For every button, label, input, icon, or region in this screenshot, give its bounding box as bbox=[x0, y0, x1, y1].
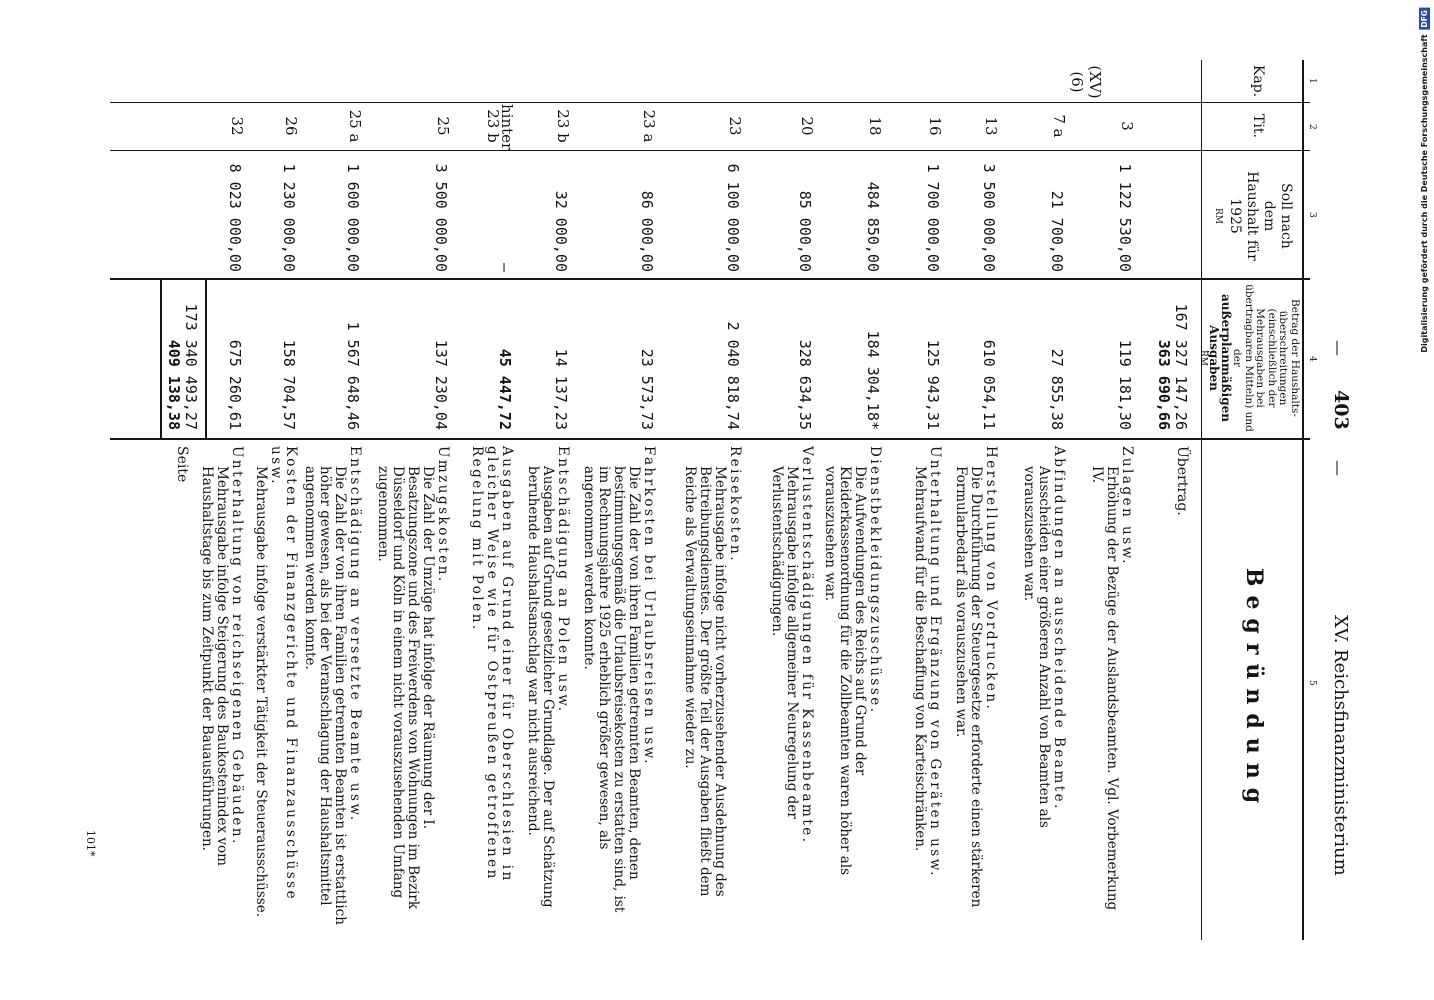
row-titel: 25 a bbox=[346, 109, 364, 143]
row-soll: 1 122 530,00 bbox=[1116, 163, 1134, 272]
row-titel: 23 b bbox=[554, 109, 572, 143]
col-header-soll-text: Soll nach dem Haushalt für 1925 bbox=[1227, 171, 1294, 261]
row-betrag: 1 567 648,46 bbox=[344, 321, 362, 430]
uebertrag-amount-2: 363 690,66 bbox=[1155, 339, 1173, 430]
row-betrag: 328 634,35 bbox=[796, 339, 814, 430]
row-titel: 32 bbox=[228, 116, 246, 136]
row-text: Ausscheiden einer größeren Anzahl von Beamten als vorauszusehen war. bbox=[1021, 466, 1052, 828]
row-soll: 86 000,00 bbox=[638, 190, 656, 272]
row-titel: 26 bbox=[282, 116, 300, 136]
row-betrag: 184 304,18* bbox=[864, 330, 882, 430]
col-divider-2 bbox=[110, 150, 1310, 151]
dfg-credit bbox=[1419, 8, 1430, 353]
col-header-kap: Kap. bbox=[1250, 64, 1266, 98]
row-heading: Verlustentschädigungen für Kassenbeamte. bbox=[799, 446, 815, 845]
uebertrag-label: Übertrag. bbox=[1174, 446, 1190, 516]
row-text: Die Durchführung der Steuergesetze erforderte einen stärkeren Formularbedarf als vorauszusehen war. bbox=[953, 466, 984, 908]
row-titel: 13 bbox=[982, 116, 1000, 136]
row-begruendung bbox=[822, 446, 882, 931]
uebertrag-amounts bbox=[1150, 280, 1190, 430]
col-header-tit: Tit. bbox=[1250, 114, 1266, 138]
col-header-betrag-unit: RM bbox=[1198, 350, 1208, 366]
col-header-soll-unit: RM bbox=[1213, 208, 1223, 224]
seite-amount-1: 173 340 493,27 bbox=[182, 303, 200, 430]
seite-amounts bbox=[160, 280, 200, 430]
row-begruendung bbox=[375, 446, 450, 931]
row-soll: 21 700,00 bbox=[1048, 190, 1066, 272]
row-begruendung bbox=[253, 446, 298, 931]
seite-bottom-rule bbox=[160, 280, 162, 438]
row-begruendung bbox=[199, 446, 244, 931]
row-betrag: 2 040 818,74 bbox=[724, 321, 742, 430]
row-soll: 6 100 000,00 bbox=[724, 163, 742, 272]
scanned-page bbox=[72, 40, 1362, 960]
col-header-begruendung: Begründung bbox=[1241, 567, 1267, 813]
dfg-logo: DFG bbox=[1420, 10, 1429, 28]
row-titel: 23 a bbox=[640, 109, 658, 143]
row-betrag: 137 230,04 bbox=[432, 339, 450, 430]
col-header-betrag-line2: (einschließlich der Mehrausgaben bei übertragbaren Mitteln) und der bbox=[1231, 284, 1278, 432]
col-number-5: 5 bbox=[1307, 680, 1317, 686]
row-text: Mehrausgabe infolge Steigerung des Baukostenindex vom Haushaltstage bis zum Zeitpunkt der Bauausführungen. bbox=[199, 466, 230, 866]
row-text: Mehrausgabe infolge allgemeiner Neuregelung der Verlustentschädigungen. bbox=[769, 466, 800, 819]
col-header-betrag-line1: Betrag der Haushalts-überschreitungen bbox=[1277, 299, 1301, 417]
row-text: Erhöhung der Bezüge der Auslandsbeamten. Vgl. Vorbemerkung IV. bbox=[1089, 466, 1120, 911]
row-begruendung bbox=[469, 446, 514, 931]
row-soll: 1 600 000,00 bbox=[344, 163, 362, 272]
header-dash-left: — bbox=[1329, 340, 1348, 356]
col-number-4: 4 bbox=[1307, 356, 1317, 362]
row-heading: Entschädigung an versetzte Beamte usw. bbox=[347, 446, 363, 823]
row-text: Ausgaben auf Grund gesetzlicher Grundlage. Der auf Schätzung beruhende Haushaltsanschlag war nicht ausreichend. bbox=[525, 466, 556, 908]
col-header-betrag bbox=[1197, 284, 1301, 432]
row-soll: 1 700 000,00 bbox=[924, 163, 942, 272]
col-number-1: 1 bbox=[1307, 78, 1317, 84]
row-betrag: 23 573,73 bbox=[638, 348, 656, 430]
row-titel: 3 bbox=[1118, 121, 1136, 131]
row-text: Die Zahl der Umzüge hat infolge der Räumung der I. Besatzungszone und des Freiwerdens von Wohnungen im Bezirk Düsseldorf und Köln in einem nicht vorauszusehenden Umfang zugenommen. bbox=[375, 466, 436, 910]
col-divider-4 bbox=[110, 438, 1310, 440]
ministry-title: XV. Reichsfinanzministerium bbox=[1330, 615, 1351, 876]
page-number: 403 bbox=[1330, 390, 1352, 430]
row-titel: 7 a bbox=[1050, 114, 1068, 138]
dfg-credit-text: Digitalisierung gefördert durch die Deutsche Forschungsgemeinschaft bbox=[1420, 34, 1429, 353]
row-soll: 3 500 000,00 bbox=[980, 163, 998, 272]
row-betrag: 45 447,72 bbox=[496, 348, 514, 430]
row-soll: 1 230 000,00 bbox=[280, 163, 298, 272]
col-divider-1 bbox=[110, 102, 1310, 103]
row-begruendung bbox=[953, 446, 998, 931]
seite-label: Seite bbox=[174, 446, 190, 483]
row-soll: 3 500 000,00 bbox=[432, 163, 450, 272]
row-soll: 85 000,00 bbox=[796, 190, 814, 272]
row-betrag: 27 855,38 bbox=[1048, 348, 1066, 430]
row-heading: Unterhaltung von reichseigenen Gebäuden. bbox=[229, 446, 245, 846]
row-heading: Abfindungen an ausscheidende Beamte. bbox=[1051, 446, 1067, 811]
row-begruendung bbox=[1089, 446, 1134, 931]
row-text: Die Aufwendungen des Reichs auf Grund der Kleiderkassenordnung für die Zollbeamten waren höher als vorauszusehen war. bbox=[822, 466, 868, 876]
row-soll: — bbox=[496, 262, 514, 272]
row-heading: Ausgaben auf Grund einer für Oberschlesien in gleicher Weise wie für Ostpreußen getroffenen Regelung mit Polen. bbox=[469, 446, 515, 883]
row-begruendung bbox=[1021, 446, 1066, 931]
kapitel-label: (XV) (6) bbox=[1068, 65, 1104, 99]
col-number-3: 3 bbox=[1307, 212, 1317, 218]
row-titel: 25 bbox=[434, 116, 452, 136]
row-begruendung bbox=[912, 446, 942, 931]
row-betrag: 125 943,31 bbox=[924, 339, 942, 430]
row-begruendung bbox=[302, 446, 362, 931]
row-betrag: 14 137,23 bbox=[552, 348, 570, 430]
row-titel: 20 bbox=[798, 116, 816, 136]
footer-page-number: 101* bbox=[84, 830, 97, 857]
row-betrag: 119 181,30 bbox=[1116, 339, 1134, 430]
row-begruendung bbox=[581, 446, 656, 931]
seite-amount-2: 409 138,38 bbox=[165, 339, 183, 430]
row-soll: 484 850,00 bbox=[864, 181, 882, 272]
table-top-rule bbox=[1302, 60, 1304, 940]
header-bottom-rule bbox=[1201, 60, 1202, 940]
row-titel: 16 bbox=[926, 116, 944, 136]
row-soll: 32 000,00 bbox=[552, 190, 570, 272]
row-begruendung bbox=[769, 446, 814, 931]
row-text: Mehrausgabe infolge nicht vorherzusehender Ausdehnung des Beitreibungsdienstes. Der größte Teil der Ausgaben fließt dem Reiche als Verwaltungseinnahme wieder zu. bbox=[682, 466, 728, 897]
row-titel: 18 bbox=[866, 116, 884, 136]
row-heading: Fahrkosten bei Urlaubsreisen usw. bbox=[641, 446, 657, 767]
row-heading: Entschädigung an Polen usw. bbox=[555, 446, 571, 714]
row-soll: 8 023 000,00 bbox=[226, 163, 244, 272]
row-titel: hinter 23 b bbox=[484, 104, 516, 151]
row-heading: Zulagen usw. bbox=[1119, 446, 1135, 566]
row-heading: Unterhaltung und Ergänzung von Geräten usw. bbox=[927, 446, 943, 878]
row-betrag: 675 260,61 bbox=[226, 339, 244, 430]
row-heading: Kosten der Finanzgerichte und Finanzausschüsse usw. bbox=[268, 446, 299, 902]
row-heading: Reisekosten. bbox=[727, 446, 743, 564]
row-text: Mehraufwand für die Beschaffung von Karteischränken. bbox=[912, 466, 928, 852]
row-text: Die Zahl der von ihren Familien getrennten Beamten, denen bestimmungsgemäß die Urlaubsreisekosten zu erstatten sind, ist im Rechnungsjahre 1925 erheblich größer gewesen, als angenommen werden konnte. bbox=[581, 466, 642, 913]
row-text: Mehrausgabe infolge verstärkter Tätigkeit der Steuerausschüsse. bbox=[253, 466, 269, 917]
col-number-2: 2 bbox=[1307, 124, 1317, 130]
row-heading: Dienstbekleidungszuschüsse. bbox=[867, 446, 883, 715]
row-betrag: 158 704,57 bbox=[280, 339, 298, 430]
row-betrag: 610 054,11 bbox=[980, 339, 998, 430]
col-header-betrag-bold: außerplanmäßigen Ausgaben bbox=[1207, 294, 1233, 422]
row-begruendung bbox=[525, 446, 570, 931]
col-header-soll bbox=[1209, 170, 1294, 262]
row-heading: Umzugskosten. bbox=[435, 446, 451, 584]
uebertrag-amount-1: 167 327 147,26 bbox=[1172, 303, 1190, 430]
row-heading: Herstellung von Vordrucken. bbox=[983, 446, 999, 712]
seite-top-rule bbox=[205, 280, 207, 438]
row-begruendung bbox=[682, 446, 742, 931]
header-dash-right: — bbox=[1329, 460, 1348, 476]
row-titel: 23 bbox=[726, 116, 744, 136]
row-text: Die Zahl der von ihren Familien getrennten Beamten ist erstattlich höher gewesen, als bei der Veranschlagung der Haushaltsmittel angenommen werden konnte. bbox=[302, 466, 348, 925]
